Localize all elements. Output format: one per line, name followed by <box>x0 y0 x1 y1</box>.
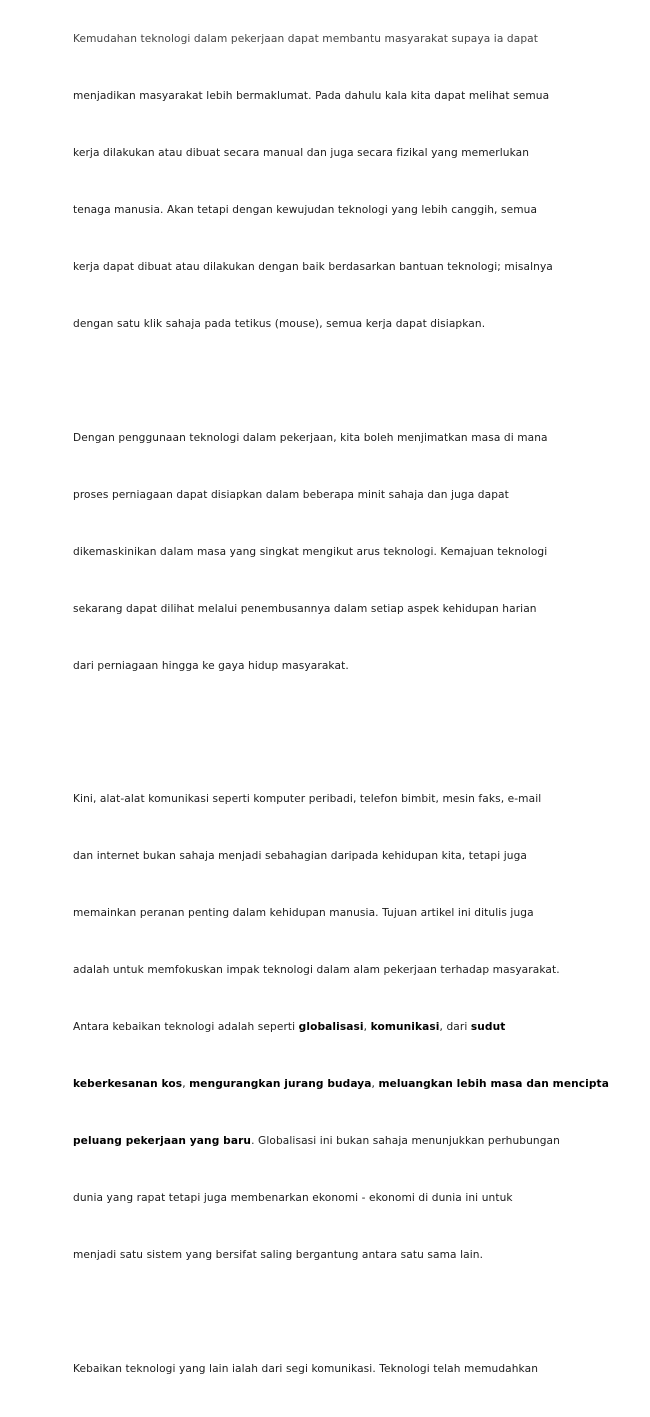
text-line: dikemaskinikan dalam masa yang singkat mengikut arus teknologi. Kemajuan teknologi <box>73 546 548 558</box>
text-line: dari perniagaan hingga ke gaya hidup masyarakat. <box>73 660 349 672</box>
text-line <box>73 1018 583 1037</box>
text-line: menjadikan masyarakat lebih bermaklumat. Pada dahulu kala kita dapat melihat semua <box>73 90 550 102</box>
bold-term: sudut <box>470 1021 506 1033</box>
text-line: kerja dapat dibuat atau dilakukan dengan baik berdasarkan bantuan teknologi; misalnya <box>73 261 553 273</box>
text-line <box>73 1132 583 1151</box>
text-line: memainkan peranan penting dalam kehidupan manusia. Tujuan artikel ini ditulis juga <box>73 907 534 919</box>
text-line: Kemudahan teknologi dalam pekerjaan dapat membantu masyarakat supaya ia dapat <box>73 33 538 45</box>
text-run: Antara kebaikan teknologi adalah seperti <box>73 1021 299 1033</box>
text-line: dengan satu klik sahaja pada tetikus (mouse), semua kerja dapat disiapkan. <box>73 318 486 330</box>
text-line: Kini, alat-alat komunikasi seperti komputer peribadi, telefon bimbit, mesin faks, e-mail <box>73 793 542 805</box>
text-run: , dari <box>439 1021 471 1033</box>
text-line: adalah untuk memfokuskan impak teknologi dalam alam pekerjaan terhadap masyarakat. <box>73 964 560 976</box>
text-line: proses perniagaan dapat disiapkan dalam beberapa minit sahaja dan juga dapat <box>73 489 509 501</box>
text-line: dunia yang rapat tetapi juga membenarkan ekonomi - ekonomi di dunia ini untuk <box>73 1192 513 1204</box>
text-line: tenaga manusia. Akan tetapi dengan kewujudan teknologi yang lebih canggih, semua <box>73 204 538 216</box>
text-line: menjadi satu sistem yang bersifat saling bergantung antara satu sama lain. <box>73 1249 484 1261</box>
text-run: , <box>182 1078 190 1090</box>
bold-term: meluangkan lebih masa dan mencipta <box>378 1078 609 1090</box>
paragraph-2 <box>73 391 583 714</box>
bold-term: komunikasi <box>370 1021 440 1033</box>
bold-term: globalisasi <box>298 1021 364 1033</box>
text-line: kerja dilakukan atau dibuat secara manual dan juga secara fizikal yang memerlukan <box>73 147 530 159</box>
bold-term: peluang pekerjaan yang baru <box>73 1135 252 1147</box>
text-line: sekarang dapat dilihat melalui penembusannya dalam setiap aspek kehidupan harian <box>73 603 537 615</box>
text-line: dan internet bukan sahaja menjadi sebahagian daripada kehidupan kita, tetapi juga <box>73 850 528 862</box>
text-line <box>73 1075 609 1094</box>
document-page <box>73 0 609 1417</box>
paragraph-3 <box>73 752 609 1303</box>
text-run: , <box>363 1021 371 1033</box>
bold-term: mengurangkan jurang budaya <box>189 1078 372 1090</box>
paragraph-1 <box>73 0 583 372</box>
text-run: , <box>371 1078 379 1090</box>
text-line: Dengan penggunaan teknologi dalam pekerjaan, kita boleh menjimatkan masa di mana <box>73 432 548 444</box>
paragraph-4 <box>73 1322 583 1417</box>
text-run: . Globalisasi ini bukan sahaja menunjukkan perhubungan <box>251 1135 560 1147</box>
text-line: Kebaikan teknologi yang lain ialah dari segi komunikasi. Teknologi telah memudahkan <box>73 1363 539 1375</box>
bold-term: keberkesanan kos <box>73 1078 183 1090</box>
